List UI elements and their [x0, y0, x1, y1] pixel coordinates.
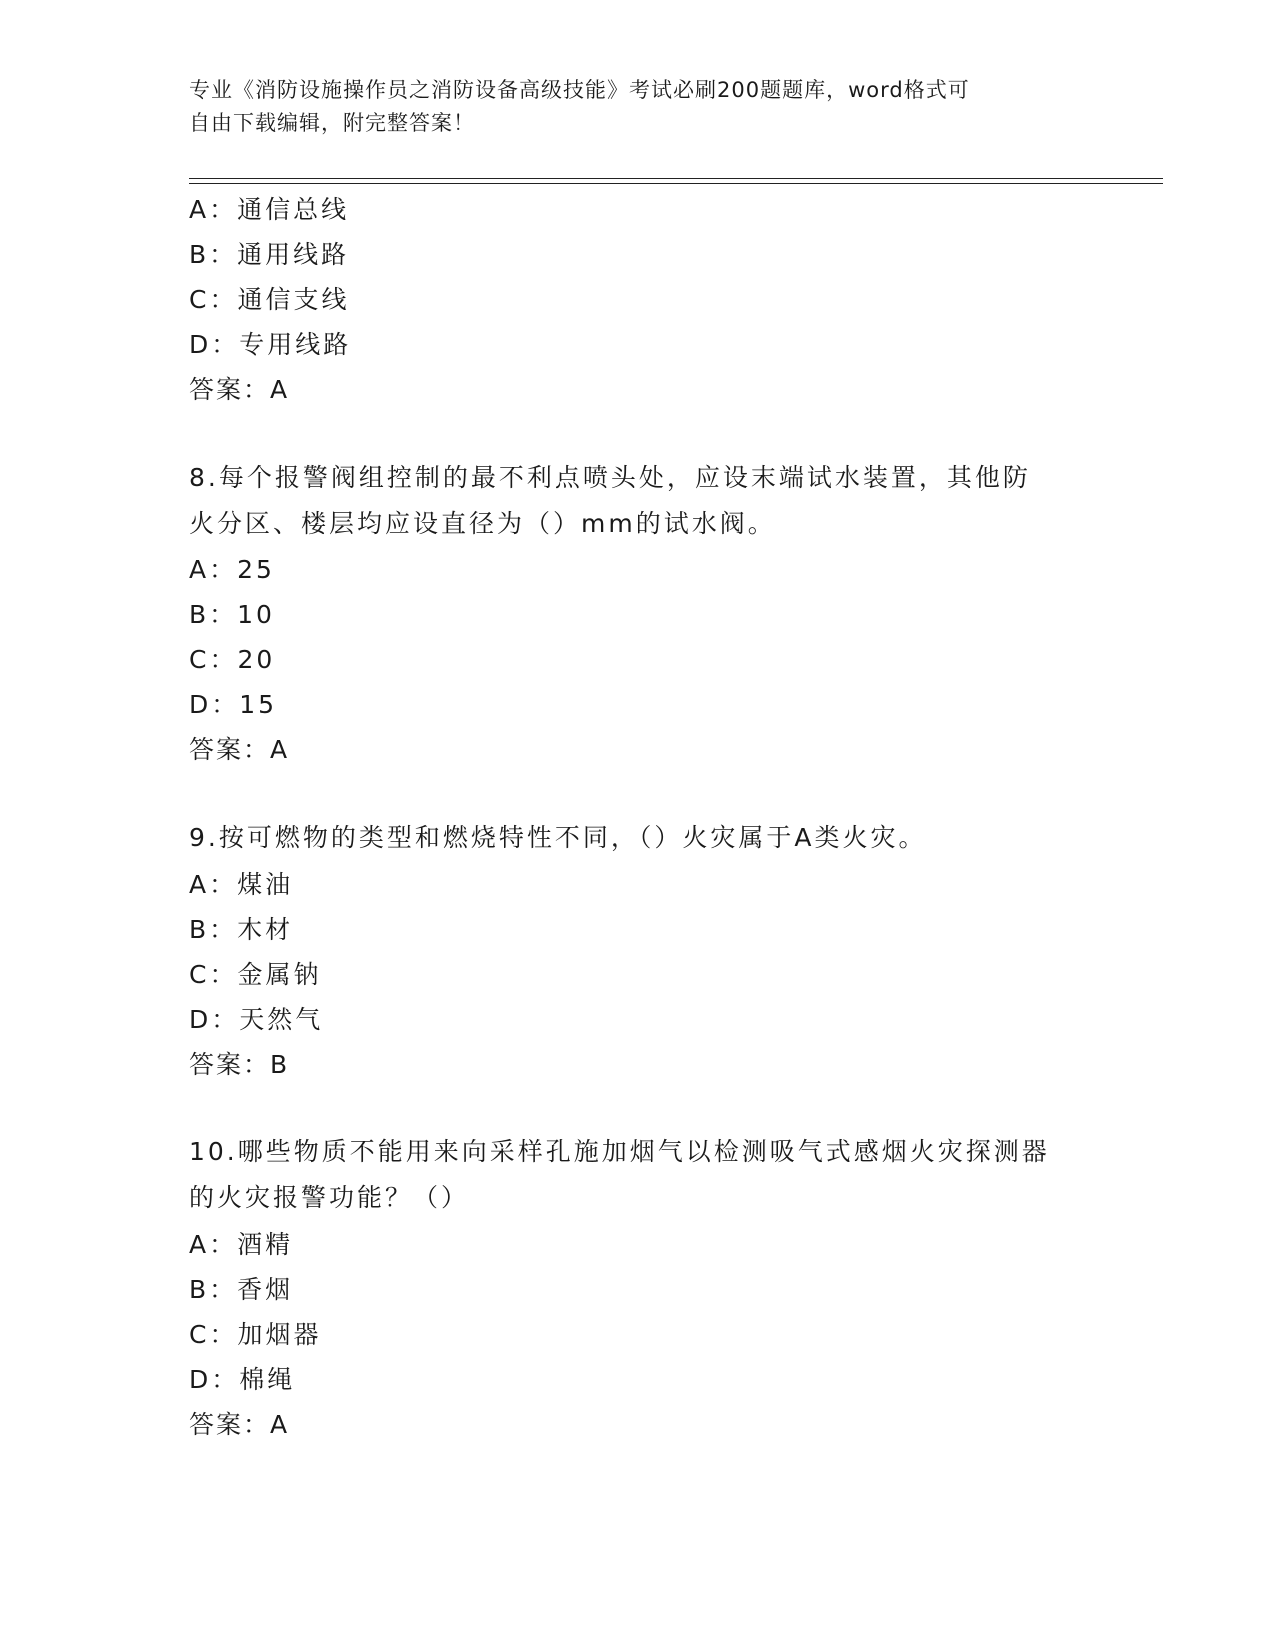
q9-option-a: A：煤油 [189, 870, 294, 899]
header-divider-top [189, 178, 1163, 179]
header-divider-bottom [189, 183, 1163, 184]
document-header [189, 74, 1089, 140]
q9-answer: 答案：B [189, 1050, 290, 1079]
header-line-1: 专业《消防设施操作员之消防设备高级技能》考试必刷200题题库，word格式可 [189, 78, 970, 102]
q10-stem-line-2: 的火灾报警功能？（） [189, 1183, 470, 1212]
header-line-2: 自由下载编辑，附完整答案！ [189, 111, 475, 135]
q7-option-c: C：通信支线 [189, 285, 350, 314]
q7-answer: 答案：A [189, 375, 290, 404]
q8-option-b: B：10 [189, 600, 275, 629]
q8-option-a: A：25 [189, 555, 275, 584]
q10-option-a: A：酒精 [189, 1230, 294, 1259]
q9-stem: 9.按可燃物的类型和燃烧特性不同，（）火灾属于A类火灾。 [189, 823, 927, 852]
q8-answer: 答案：A [189, 735, 290, 764]
q8-option-c: C：20 [189, 645, 276, 674]
q10-option-d: D：棉绳 [189, 1365, 296, 1394]
q8-stem-line-2: 火分区、楼层均应设直径为（）mm的试水阀。 [189, 509, 776, 538]
q7-option-d: D：专用线路 [189, 330, 352, 359]
q7-option-a: A：通信总线 [189, 195, 350, 224]
q10-stem [189, 1129, 1089, 1221]
q8-option-d: D：15 [189, 690, 278, 719]
q9-option-c: C：金属钠 [189, 960, 322, 989]
q9-option-d: D：天然气 [189, 1005, 324, 1034]
q8-stem-line-1: 8.每个报警阀组控制的最不利点喷头处，应设末端试水装置，其他防 [189, 463, 1031, 492]
q9-option-b: B：木材 [189, 915, 294, 944]
q10-stem-line-1: 10.哪些物质不能用来向采样孔施加烟气以检测吸气式感烟火灾探测器 [189, 1137, 1050, 1166]
q10-option-c: C：加烟器 [189, 1320, 322, 1349]
q10-option-b: B：香烟 [189, 1275, 294, 1304]
q8-stem [189, 455, 1089, 547]
q7-option-b: B：通用线路 [189, 240, 350, 269]
q10-answer: 答案：A [189, 1410, 290, 1439]
